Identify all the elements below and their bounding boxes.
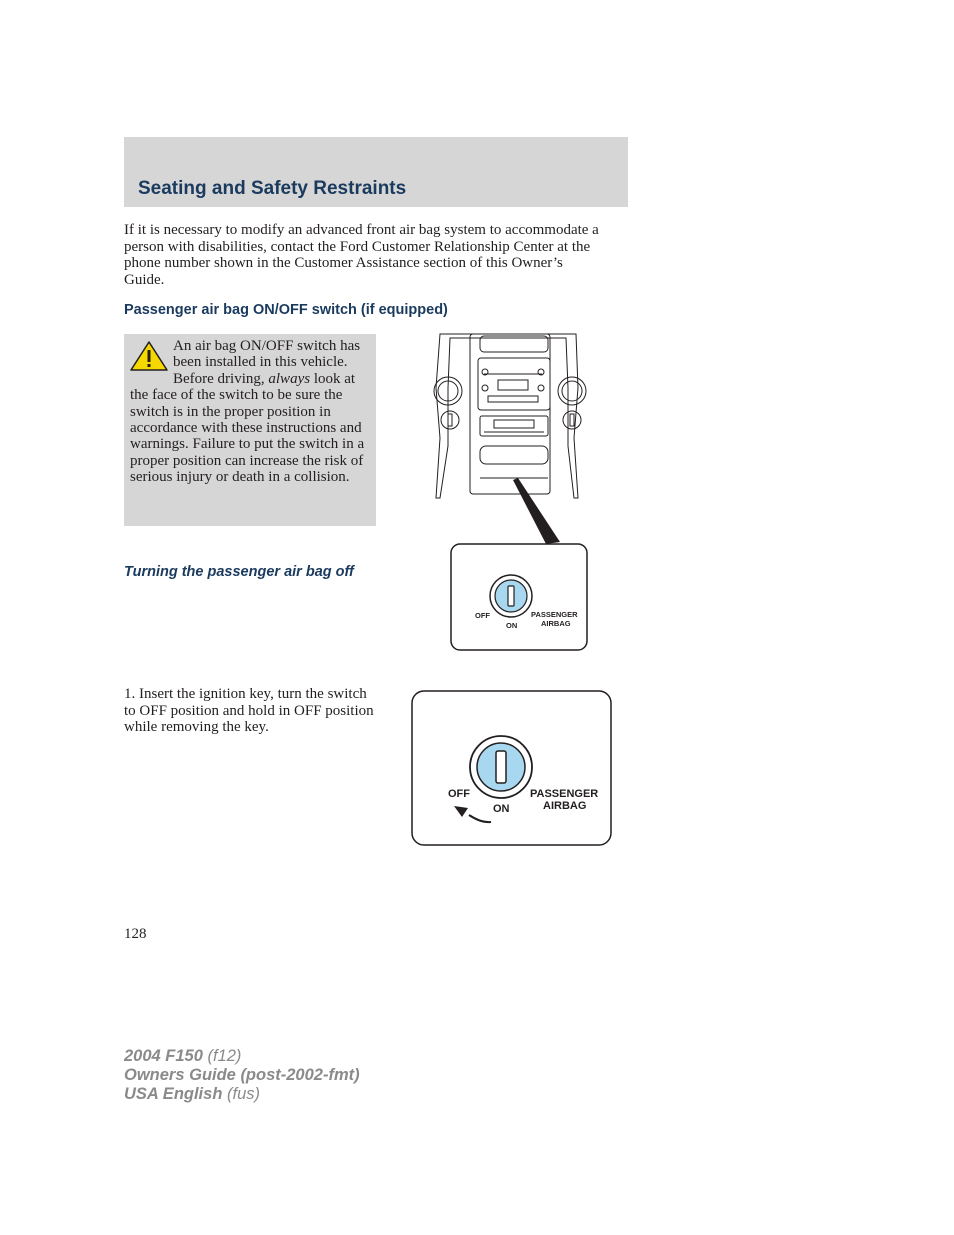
footer-line-3: USA English (fus) [124, 1085, 260, 1103]
large-passenger-label: PASSENGER [530, 788, 599, 800]
subsection-heading: Turning the passenger air bag off [124, 564, 354, 580]
warning-text [130, 338, 372, 486]
large-off-label: OFF [448, 788, 470, 800]
warning-emphasis: always [268, 370, 311, 387]
page-title: Seating and Safety Restraints [138, 178, 407, 199]
small-passenger-label: PASSENGER [531, 610, 578, 619]
warning-triangle-icon [129, 340, 169, 372]
small-airbag-label: AIRBAG [541, 619, 571, 628]
footer-line-1: 2004 F150 (f12) [124, 1047, 242, 1065]
page-number: 128 [124, 926, 147, 942]
footer [124, 1047, 360, 1104]
large-airbag-label: AIRBAG [543, 800, 587, 812]
airbag-switch-small-figure [450, 543, 590, 653]
warning-text-after: look at the face of the switch to be sure the switch is in the proper position in accordance with these instructions and warnings. Failure to put the switch in a proper position can increase the risk of serious injury or death in a collision. [130, 370, 365, 486]
large-on-label: ON [493, 803, 510, 815]
airbag-switch-large-figure [411, 690, 613, 848]
small-off-label: OFF [475, 611, 490, 620]
section-heading: Passenger air bag ON/OFF switch (if equipped) [124, 302, 448, 318]
intro-paragraph: If it is necessary to modify an advanced front air bag system to accommodate a person with disabilities, contact the Ford Customer Relationship Center at the phone number shown in the Customer Assistance section of this Owner’s Guide. [124, 222, 599, 288]
warning-text-before: An air bag ON/OFF switch has been installed in this vehicle. Before driving, [173, 338, 361, 387]
footer-line-2: Owners Guide (post-2002-fmt) [124, 1066, 360, 1084]
small-on-label: ON [506, 621, 518, 630]
step-1-text: 1. Insert the ignition key, turn the switch to OFF position and hold in OFF position while removing the key. [124, 686, 374, 735]
dashboard-illustration [428, 328, 588, 550]
